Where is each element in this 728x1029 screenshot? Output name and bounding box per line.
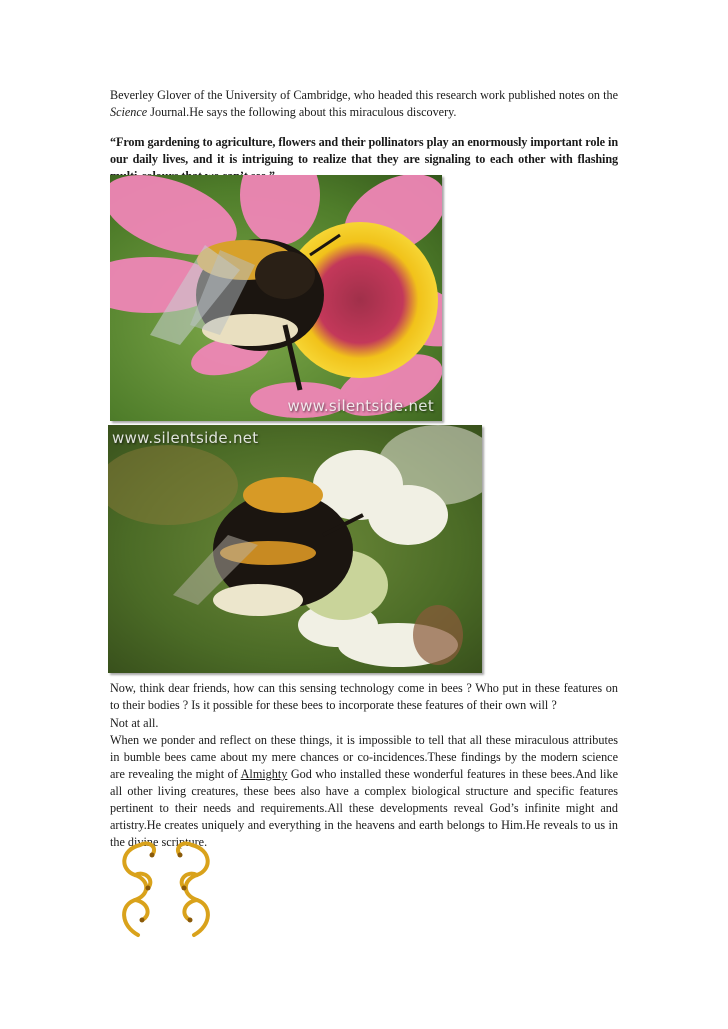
gold-scroll-ornament: [110, 840, 222, 942]
body-paragraph: [110, 715, 618, 851]
glover-quote: “From gardening to agriculture, flowers and their pollinators play an enormously important role in our daily lives, and it is intriguing to realize that they are signaling to each other with flashing: [110, 135, 618, 167]
bee-pink-flower-illustration: [110, 175, 442, 421]
almighty-word: Almighty: [240, 767, 288, 781]
bee-white-flower-illustration: [108, 425, 482, 673]
intro-text-b: Journal.He says the following about this miraculous discovery.: [147, 105, 457, 119]
science-journal-name: Science: [110, 105, 148, 119]
bee-on-white-flower-photo: [108, 425, 482, 673]
photo1-watermark: www.silentside.net: [287, 397, 434, 415]
not-at-all-line: Not at all.: [110, 716, 159, 730]
body-text-a: When we ponder and reflect on these things, it is impossible to tell that all these miraculous attributes in bumble bees came about my mere chances or co-incidences.These findings by the modern science are revealing the might of: [110, 733, 618, 781]
photo2-watermark: www.silentside.net: [112, 429, 259, 447]
bee-on-pink-flower-photo: [110, 175, 442, 421]
intro-text-a: Beverley Glover of the University of Cambridge, who headed this research work published notes on the: [110, 88, 618, 102]
body-text-b: God who installed these wonderful features in these bees.And like all other living creatures, these bees also have a complex biological structure and specific features pertinent to their needs and requirements.All these developments reveal God’s infinite might and artistry.He creates uniquely and everything in the heavens and earth belongs to Him.He reveals to us in the divine scripture.: [110, 767, 618, 849]
question-paragraph: Now, think dear friends, how can this sensing technology come in bees ? Who put in these features on to their bodies ? Is it possible for these bees to incorporate these features of their own will ?: [110, 681, 618, 712]
intro-paragraph: [110, 87, 618, 121]
